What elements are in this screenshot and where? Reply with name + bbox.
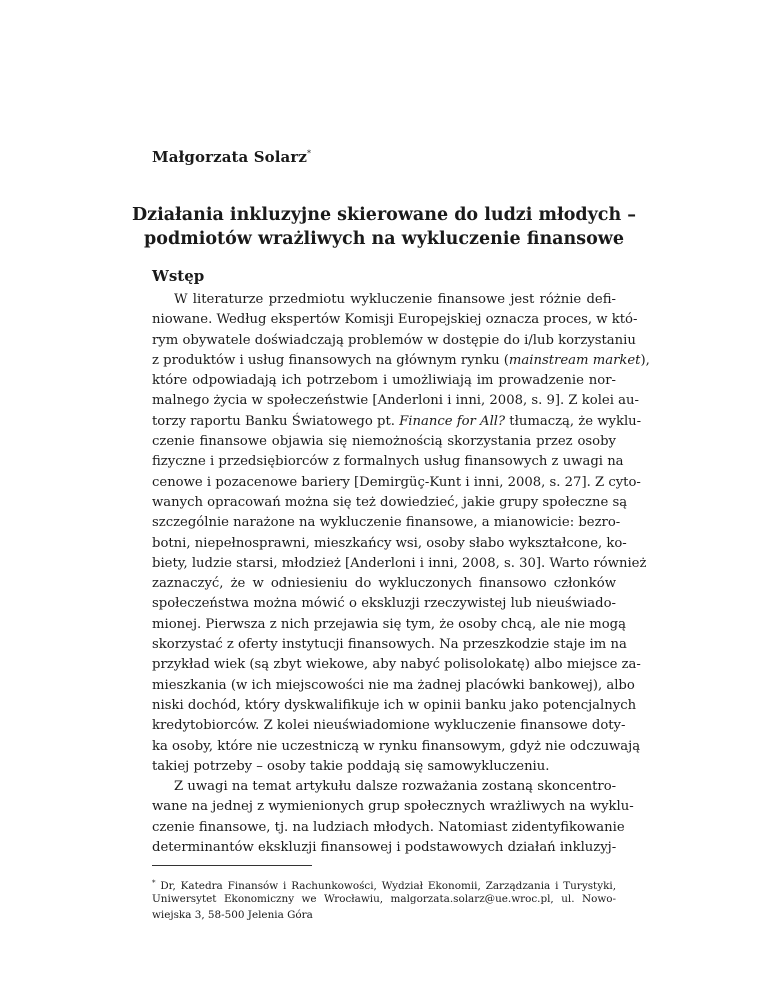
title-line-1: Działania inkluzyjne skierowane do ludzi młodych – — [131, 205, 637, 225]
paragraph-line: kredytobiorców. Z kolei nieuświadomione wykluczenie finansowe doty- — [152, 718, 626, 734]
body-text — [152, 290, 650, 858]
text-run: ), — [640, 352, 650, 368]
section-heading: Wstęp — [152, 267, 205, 285]
footnote-line: wiejska 3, 58-500 Jelenia Góra — [152, 909, 313, 921]
paragraph-line — [152, 412, 642, 432]
paragraph-line: mieszkania (w ich miejscowości nie ma żadnej placówki bankowej), albo — [152, 677, 635, 693]
paragraph-line — [152, 351, 650, 371]
paragraph-line: Z uwagi na temat artykułu dalsze rozważania zostaną skoncentro- — [174, 779, 617, 795]
paragraph-line: ka osoby, które nie uczestniczą w rynku finansowym, gdyż nie odczuwają — [152, 738, 641, 754]
paragraph-line: społeczeństwa można mówić o ekskluzji rzeczywistej lub nieuświado- — [152, 596, 616, 612]
footnote-mark: * — [152, 879, 156, 887]
footnote — [152, 875, 616, 923]
paragraph-line: fizyczne i przedsiębiorców z formalnych usług finansowych z uwagi na — [152, 454, 624, 470]
author-name-text: Małgorzata Solarz — [152, 148, 307, 166]
paragraph-line: niowane. Według ekspertów Komisji Europejskiej oznacza proces, w któ- — [152, 312, 638, 328]
paragraph-line: wanych opracowań można się też dowiedzieć, jakie grupy społeczne są — [152, 494, 628, 510]
paragraph-line: W literaturze przedmiotu wykluczenie finansowe jest różnie defi- — [174, 292, 616, 307]
text-run: z produktów i usług finansowych na głównym rynku ( — [152, 352, 509, 368]
author-name — [152, 148, 311, 166]
paragraph-line: czenie finansowe, tj. na ludziach młodych. Natomiast zidentyfikowanie — [152, 819, 625, 835]
paragraph-line: szczególnie narażone na wykluczenie finansowe, a mianowicie: bezro- — [152, 515, 621, 531]
paragraph-line: determinantów ekskluzji finansowej i podstawowych działań inkluzyj- — [152, 840, 617, 856]
paragraph-line: czenie finansowe objawia się niemożnością skorzystania przez osoby — [152, 434, 616, 450]
footnote-line — [152, 875, 616, 891]
text-run: tłumaczą, że wyklu- — [505, 413, 642, 429]
paragraph-line: rym obywatele doświadczają problemów w dostępie do i/lub korzystaniu — [152, 332, 636, 348]
paragraph-line: wane na jednej z wymienionych grup społecznych wrażliwych na wyklu- — [152, 799, 634, 815]
text-run: Dr, Katedra Finansów i Rachunkowości, Wydział Ekonomii, Zarządzania i Turystyki, — [155, 880, 616, 892]
paragraph-line: skorzystać z oferty instytucji finansowych. Na przeszkodzie staje im na — [152, 637, 627, 653]
paragraph-line: takiej potrzeby – osoby takie poddają się samowykluczeniu. — [152, 758, 550, 774]
paragraph-line: niski dochód, który dyskwalifikuje ich w opinii banku jako potencjalnych — [152, 697, 637, 713]
paragraph-line: cenowe i pozacenowe bariery [Demirgüç-Kunt i inni, 2008, s. 27]. Z cyto- — [152, 474, 641, 490]
paragraph-line: botni, niepełnosprawni, mieszkańcy wsi, osoby słabo wykształcone, ko- — [152, 535, 627, 551]
text-run: torzy raportu Banku Światowego pt. — [152, 413, 400, 429]
paragraph-line: biety, ludzie starsi, młodzież [Anderloni i inni, 2008, s. 30]. Warto również — [152, 555, 647, 571]
paragraph-line: które odpowiadają ich potrzebom i umożliwiają im prowadzenie nor- — [152, 373, 616, 389]
footnote-line: Uniwersytet Ekonomiczny we Wrocławiu, malgorzata.solarz@ue.wroc.pl, ul. Nowo- — [152, 893, 616, 905]
author-footnote-mark: * — [306, 149, 312, 158]
title-line-2: podmiotów wrażliwych na wykluczenie finansowe — [144, 229, 624, 249]
paragraph-line: malnego życia w społeczeństwie [Anderloni i inni, 2008, s. 9]. Z kolei au- — [152, 393, 639, 409]
italic-term: mainstream market — [508, 352, 641, 368]
paragraph-line: mionej. Pierwsza z nich przejawia się tym, że osoby chcą, ale nie mogą — [152, 616, 626, 632]
italic-report-title: Finance for All? — [399, 413, 506, 429]
article-title — [120, 203, 648, 251]
paragraph-line: przykład wiek (są zbyt wiekowe, aby nabyć polisolokatę) albo miejsce za- — [152, 657, 641, 673]
footnote-divider — [152, 865, 312, 866]
paragraph-line: zaznaczyć, że w odniesieniu do wykluczonych finansowo członków — [152, 576, 616, 592]
